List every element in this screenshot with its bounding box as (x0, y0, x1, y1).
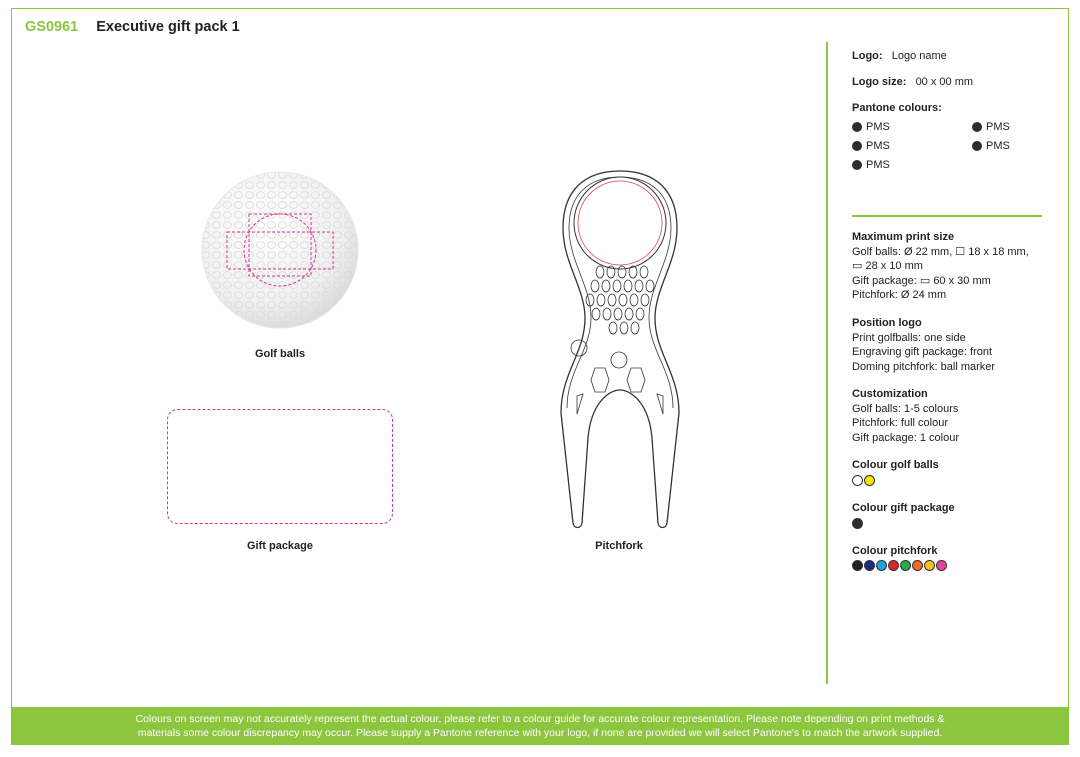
position-line: Engraving gift package: front (852, 346, 993, 358)
customization-heading: Customization (852, 388, 928, 400)
logo-row (852, 49, 947, 64)
pantone-dot-icon (852, 122, 862, 132)
gift-package-label: Gift package (246, 540, 314, 552)
pantone-item-label: PMS (866, 159, 890, 171)
customization-section (852, 387, 959, 445)
pantone-dot-icon (972, 141, 982, 151)
colour-swatch (924, 560, 935, 571)
logo-size-label: Logo size: (852, 76, 907, 88)
logo-size-value: 00 x 00 mm (915, 76, 974, 88)
position-section (852, 316, 995, 374)
pantone-item (972, 121, 1010, 133)
golf-balls-label: Golf balls (254, 348, 306, 360)
pitchfork-illustration (555, 168, 685, 530)
max-print-line: Pitchfork: Ø 24 mm (852, 289, 947, 301)
pantone-item-label: PMS (986, 121, 1010, 133)
page-frame (11, 8, 1069, 745)
logo-label: Logo: (852, 50, 883, 62)
page-header (25, 19, 240, 35)
pantone-item-label: PMS (866, 121, 890, 133)
customization-line: Pitchfork: full colour (852, 417, 948, 429)
max-print-line: Gift package: ▭ 60 x 30 mm (852, 274, 991, 287)
pantone-item (852, 140, 890, 152)
max-print-line: Golf balls: Ø 22 mm, ☐ 18 x 18 mm, (852, 245, 1029, 258)
pantone-heading (852, 101, 942, 116)
customization-line: Golf balls: 1-5 colours (852, 402, 959, 415)
colour-pitchfork-swatches (852, 560, 947, 571)
pantone-dot-icon (972, 122, 982, 132)
colour-pitchfork-heading (852, 544, 938, 559)
colour-pitchfork-label: Colour pitchfork (852, 545, 938, 557)
max-print-section (852, 230, 1029, 303)
sidebar-divider (826, 42, 828, 684)
page-title: Executive gift pack 1 (96, 19, 240, 35)
max-print-heading: Maximum print size (852, 231, 955, 243)
golf-ball-illustration (200, 170, 360, 330)
position-line: Print golfballs: one side (852, 331, 966, 344)
colour-golf-balls-heading (852, 458, 939, 473)
position-line: Doming pitchfork: ball marker (852, 360, 996, 373)
disclaimer-footer (11, 707, 1069, 745)
disclaimer-line: materials some colour discrepancy may occur. Please supply a Pantone reference with your logo, if none are provided we will select Pantone's to match the artwork supplied. (137, 727, 943, 739)
colour-swatch (852, 518, 863, 529)
colour-gift-package-swatches (852, 518, 863, 529)
pantone-item (972, 140, 1010, 152)
pantone-item (852, 121, 890, 133)
colour-gift-package-heading (852, 501, 955, 516)
colour-swatch (936, 560, 947, 571)
colour-swatch (864, 475, 875, 486)
pantone-dot-icon (852, 141, 862, 151)
pantone-item-label: PMS (866, 140, 890, 152)
colour-golf-balls-label: Colour golf balls (852, 459, 939, 471)
max-print-line: ▭ 28 x 10 mm (852, 260, 923, 272)
product-code: GS0961 (25, 19, 79, 35)
section-divider (852, 215, 1042, 217)
colour-golf-balls-swatches (852, 475, 875, 486)
logo-value: Logo name (891, 50, 947, 62)
logo-size-row (852, 75, 973, 90)
colour-swatch (912, 560, 923, 571)
position-heading: Position logo (852, 317, 922, 329)
colour-swatch (876, 560, 887, 571)
pitchfork-label: Pitchfork (595, 540, 643, 552)
colour-swatch (888, 560, 899, 571)
pantone-list (852, 121, 1052, 181)
gift-package-print-area (166, 408, 394, 526)
customization-line: Gift package: 1 colour (852, 431, 960, 444)
disclaimer-line: Colours on screen may not accurately represent the actual colour, please refer to a colour guide for accurate colour representation. Please note depending on print methods & (135, 712, 945, 725)
pantone-item-label: PMS (986, 140, 1010, 152)
colour-swatch (852, 475, 863, 486)
colour-swatch (852, 560, 863, 571)
pantone-item (852, 159, 890, 171)
pantone-dot-icon (852, 160, 862, 170)
colour-swatch (864, 560, 875, 571)
colour-gift-package-label: Colour gift package (852, 502, 955, 514)
pantone-label: Pantone colours: (852, 102, 942, 114)
colour-swatch (900, 560, 911, 571)
